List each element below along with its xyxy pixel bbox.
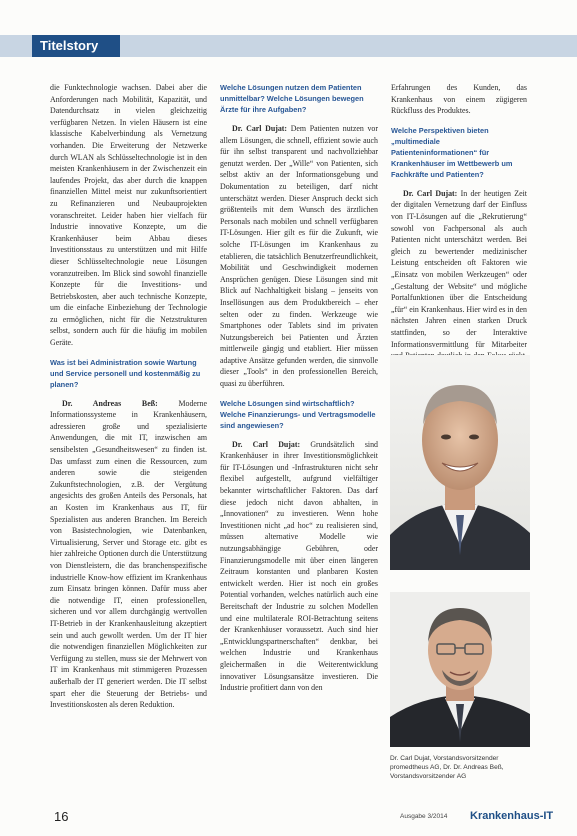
column-3 (391, 82, 527, 377)
speaker-name: Dr. Carl Dujat: (232, 439, 301, 449)
answer-paragraph (391, 188, 527, 374)
paragraph: Erfahrungen des Kunden, das Krankenhaus von einem zügigeren Rückfluss des Produktes. (391, 83, 527, 116)
answer-text: Moderne Informationssysteme in Krankenhäusern, adressieren große und spezialisierte Anwendungen, die mit IT, inzwischen am sensibelsten „Gesundheitswesen“ zu finden ist. Das umfasst zum einen die Ressourcen, zum anderen sowie die steigenden Zukunftstechnologien, z.B. der Vergütung angesichts des großen Anteils des Personals, hat an Kosten im Krankenhaus aus IT, für Spezialisten aus anderen Branchen. Im Bereich von Basistechnologien, wie Datenbanken, Virtualisierung, Server und Storage etc. gibt es hier zahlreiche Optionen durch die Unterstützung von Dienstleistern, die das branchenspezifische industrielle Know-how effizient im Krankenhaus zum Einsatz bringen können. Dafür muss aber die notwendige IT, einen professionellen, sicheren und vor allem durchgängig wertvollen IT-Betrieb in der Krankenhausleitung akzeptiert sein und auch gewollt werden. Um der IT hier die notwendigen finanziellen Möglichkeiten zur Verfügung zu stellen, muss sie der Mehrwert von IT im Krankenhaus mit stimmigeren Prozessen außerhalb der IT generiert werden. Die IT selbst spart eher die Steuerung der Betriebs- und Investitionskosten als deren Reduktion. (50, 398, 207, 710)
answer-paragraph (50, 398, 207, 711)
issue-label: Ausgabe 3/2014 (400, 813, 448, 820)
magazine-logo (470, 806, 554, 824)
question-heading: Welche Perspektiven bieten „multimediale Patienteninformationen“ für Krankenhäuser im Wettbewerb um Fachkräfte und Patienten? (391, 125, 513, 179)
speaker-name: Dr. Andreas Beß: (62, 398, 158, 408)
page-footer (0, 803, 577, 829)
photo-caption: Dr. Carl Dujat, Vorstandsvorsitzender promedtheus AG, Dr. Dr. Andreas Beß, Vorstandsvorsitzender AG (390, 755, 504, 780)
speaker-name: Dr. Carl Dujat: (403, 188, 458, 198)
svg-text:Krankenhaus-IT: Krankenhaus-IT (470, 810, 554, 822)
page-number: 16 (54, 809, 69, 824)
answer-paragraph (220, 123, 378, 390)
answer-text: Dem Patienten nutzen vor allem Lösungen, die schnell, effizient sowie auch für ihn selbst transparent und nachvollziehbar genutzt werden. Der „Wille“ von Patienten, sich selbst aktiv an der Informationsgebung und Dokumentation zu beteiligen, darf nicht unterschätzt werden. Dieser Anspruch deckt sich größtenteils mit dem Wunsch des ärztlichen Personals nach mobilen und schnell verfügbaren IT-Lösungen. Hier gilt es für die Zukunft, wie solche IT-Lösungen im Krankenhaus zu etablieren, die tatsächlich Benutzerfreundlichkeit, Mobilität und Geschwindigkeit modernen Ansprüchen genügen. Diese Lösungen sind mit Blick auf Nachhaltigkeit bislang – jenseits von Insellösungen aus dem Produktbereich – eher selten oder zu finden. Werkzeuge wie Smartphones oder Tablets sind im privaten Nutzungsbereich bei Patienten und Ärzten mittlerweile gängig und etabliert. Hier müssen adaptive Ansätze gefunden werden, die sinnvolle dieser „Tools“ in den professionellen Bereich, quasi zu überführen. (220, 124, 378, 389)
answer-paragraph (220, 439, 378, 694)
section-title: Titelstory (32, 35, 120, 57)
question-heading: Welche Lösungen nutzen dem Patienten unmittelbar? Welche Lösungen bewegen Ärzte für ihre Aufgaben? (220, 83, 364, 114)
question-heading: Was ist bei Administration sowie Wartung und Service personell und kostenmäßig zu planen? (50, 357, 201, 389)
portrait-photo-carl-dujat (390, 355, 530, 570)
speaker-name: Dr. Carl Dujat: (232, 124, 288, 133)
answer-text: Grundsätzlich sind Krankenhäuser in ihrer Investitionsmöglichkeit für IT-Lösungen und -Infrastrukturen nicht sehr flexibel aufgestellt, aufgrund vielfältiger bekannter wirtschaftlicher Faktoren. Das darf diese jedoch nicht davon abhalten, in „Innovationen“ zu investieren. Wenn hohe Investitionen nicht „ad hoc“ zu realisieren sind, müssen alternative Modelle wie nutzungsabhängige Gebühren, oder Finanzierungsmodelle mit über einen längeren Zeitraum konstanten und planbaren Kosten entwickelt werden. Hier ist noch ein großes Potential vorhanden, welches natürlich auch eine Bereitschaft der Industrie zu solchen Modellen und eine multilaterale ROI-Betrachtung seitens der Krankenhäuser voraussetzt. Auch sind hier „Entwicklungspartnerschaften“ denkbar, bei welchen Industrie und Krankenhaus gleichermaßen in die Weiterentwicklung innovativer Lösungsansätze investieren. Die Industrie profitiert dann von den (220, 439, 378, 693)
portrait-photo-andreas-bess (390, 592, 530, 747)
column-1 (50, 82, 207, 715)
answer-text: In der heutigen Zeit der digitalen Vernetzung darf der Einfluss von IT-Lösungen auf die „Rekrutierung“ sowohl von Fachpersonal als auch Patienten nicht unterschätzt werden. Bei gleich zu bewertender medizinischer Leistung entscheiden oft Faktoren wie „Einsatz von mobilen Werkzeugen“ oder „Gestaltung der Website“ und mögliche Portalfunktionen über die Entscheidung „für“ ein Krankenhaus. Hier wird es in den nächsten Jahren einen starken Druck stattfinden, so der Interaktive Informationsvermittlung für Mitarbeiter (391, 188, 527, 349)
paragraph: die Funktechnologie wachsen. Dabei aber die Anforderungen nach Mobilität, Kapazität, und Datendurchsatz in vielen gleichzeitig verfügbaren Netzen. In vielen Häusern ist eine klassische Kabelverbindung als Vernetzung vorhanden. Die Erweiterung der Netzwerke durch WLAN als Schlüsseltechnologie ist in den meisten Krankenhäusern in der Zwischenzeit ein laufendes Projekt, das aber durch die knappen finanziellen Mittel meist nur zukunftsorientiert zu Refinanzieren und Neubauprojekten voranschreitet. Leider haben hier vielfach für Industrie innovative Konzepte, um die Krankenhäuser beim Abbau dieses Investitionsstaus zu unterstützen und mit Hilfe dieser Schlüsseltechnologie neue Lösungen voranzutreiben. Im Blick sind sowohl finanzielle Konzepte für die Investitions- und Betriebskosten, aber auch technische Konzepte, um die einfache Einbeziehung der Technologie zu ermöglichen, nicht für die Netzstrukturen selbst, sondern auch für die häufig im mobilen Geräte. (50, 83, 207, 348)
column-2 (220, 82, 378, 698)
question-heading: Welche Lösungen sind wirtschaftlich? Welche Finanzierungs- und Vertragsmodelle sind angewiesen? (220, 398, 376, 430)
